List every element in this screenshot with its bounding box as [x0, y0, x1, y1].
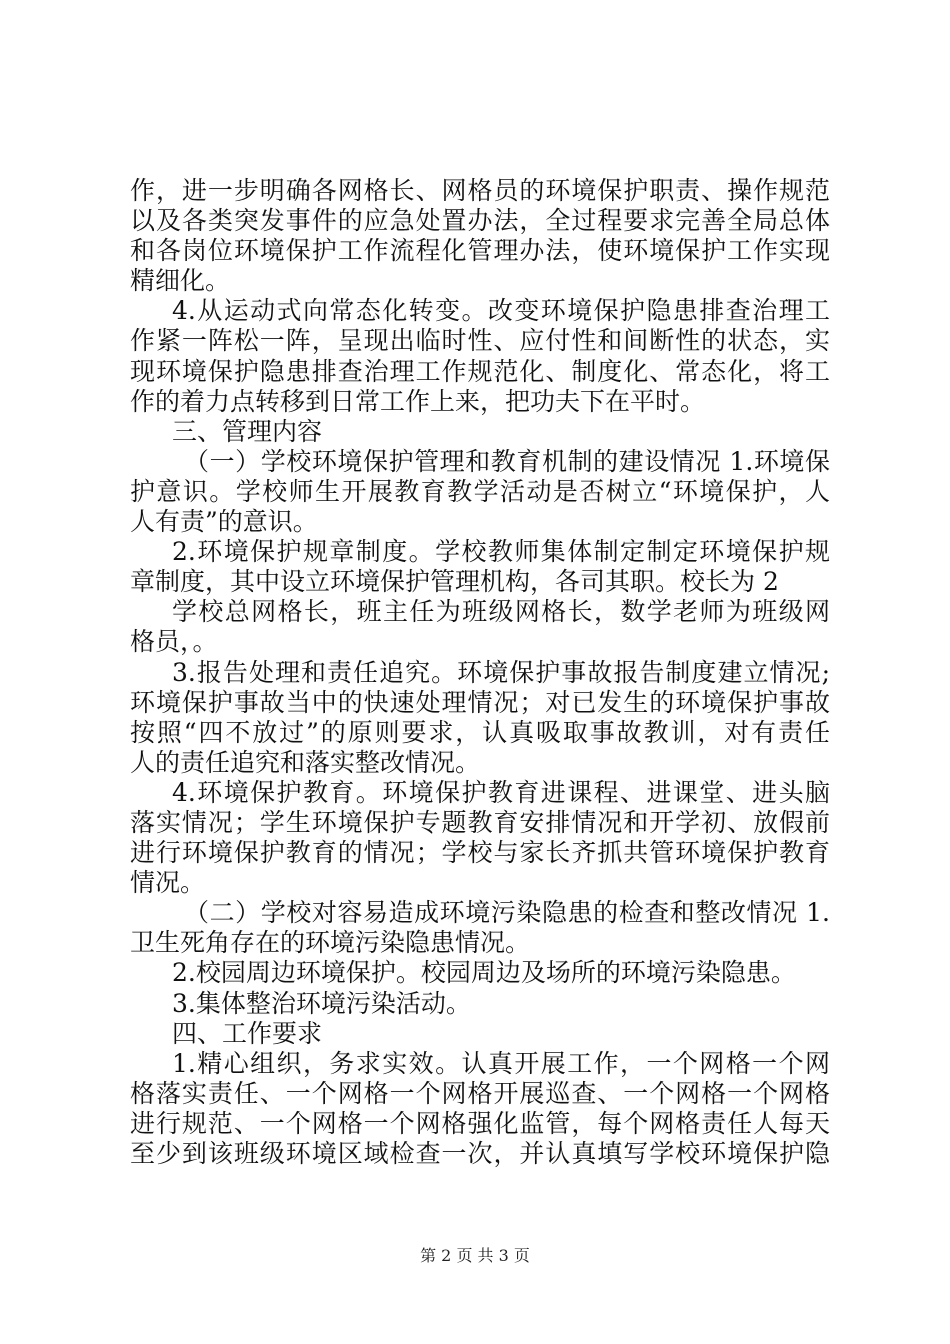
- text-line: 作紧一阵松一阵，呈现出临时性、应付性和间断性的状态，实: [130, 326, 830, 356]
- text-line: （二）学校对容易造成环境污染隐患的检查和整改情况 1.: [184, 898, 830, 928]
- document-body: [130, 176, 830, 1169]
- text-line: 4.从运动式向常态化转变。改变环境保护隐患排查治理工: [172, 296, 830, 326]
- text-line: 三、管理内容: [172, 416, 323, 446]
- text-line: 护意识。学校师生开展教育教学活动是否树立“环境保护，人: [130, 476, 830, 506]
- text-line: 2.校园周边环境保护。校园周边及场所的环境污染隐患。: [172, 958, 796, 988]
- text-line: 1.精心组织，务求实效。认真开展工作，一个网格一个网: [172, 1048, 830, 1078]
- text-line: 4.环境保护教育。环境保护教育进课程、进课堂、进头脑: [172, 777, 830, 807]
- text-line: 进行规范、一个网格一个网格强化监管，每个网格责任人每天: [130, 1108, 830, 1138]
- text-line: 3.报告处理和责任追究。环境保护事故报告制度建立情况;: [172, 657, 830, 687]
- text-line: 按照“四不放过”的原则要求，认真吸取事故教训，对有责任: [130, 717, 830, 747]
- text-line: 精细化。: [130, 266, 231, 296]
- page-footer: 第 2 页 共 3 页: [420, 1246, 530, 1265]
- text-line: 四、工作要求: [172, 1018, 323, 1048]
- text-line: 落实情况；学生环境保护专题教育安排情况和开学初、放假前: [130, 807, 830, 837]
- text-line: 和各岗位环境保护工作流程化管理办法，使环境保护工作实现: [130, 236, 830, 266]
- text-line: 人的责任追究和落实整改情况。: [130, 747, 481, 777]
- text-line: 2.环境保护规章制度。学校教师集体制定制定环境保护规: [172, 537, 830, 567]
- text-line: 章制度，其中设立环境保护管理机构，各司其职。校长为 2: [130, 567, 779, 597]
- text-line: 环境保护事故当中的快速处理情况；对已发生的环境保护事故: [130, 687, 830, 717]
- text-line: 作，进一步明确各网格长、网格员的环境保护职责、操作规范: [130, 176, 830, 205]
- text-line: 以及各类突发事件的应急处置办法，全过程要求完善全局总体: [130, 206, 830, 236]
- text-line: 情况。: [130, 868, 206, 898]
- text-line: 人有责”的意识。: [130, 507, 318, 537]
- text-line: 作的着力点转移到日常工作上来，把功夫下在平时。: [130, 386, 706, 416]
- text-line: 学校总网格长，班主任为班级网格长，数学老师为班级网: [172, 597, 830, 627]
- text-line: 格员，。: [130, 627, 218, 657]
- text-line: 3.集体整治环境污染活动。: [172, 988, 471, 1018]
- text-line: 格落实责任、一个网格一个网格开展巡查、一个网格一个网格: [130, 1078, 830, 1108]
- text-line: 卫生死角存在的环境污染隐患情况。: [130, 928, 531, 958]
- text-line: 至少到该班级环境区域检查一次，并认真填写学校环境保护隐: [130, 1139, 830, 1168]
- text-line: （一）学校环境保护管理和教育机制的建设情况 1.环境保: [184, 446, 830, 476]
- text-line: 现环境保护隐患排查治理工作规范化、制度化、常态化，将工: [130, 356, 830, 386]
- text-line: 进行环境保护教育的情况；学校与家长齐抓共管环境保护教育: [130, 838, 830, 868]
